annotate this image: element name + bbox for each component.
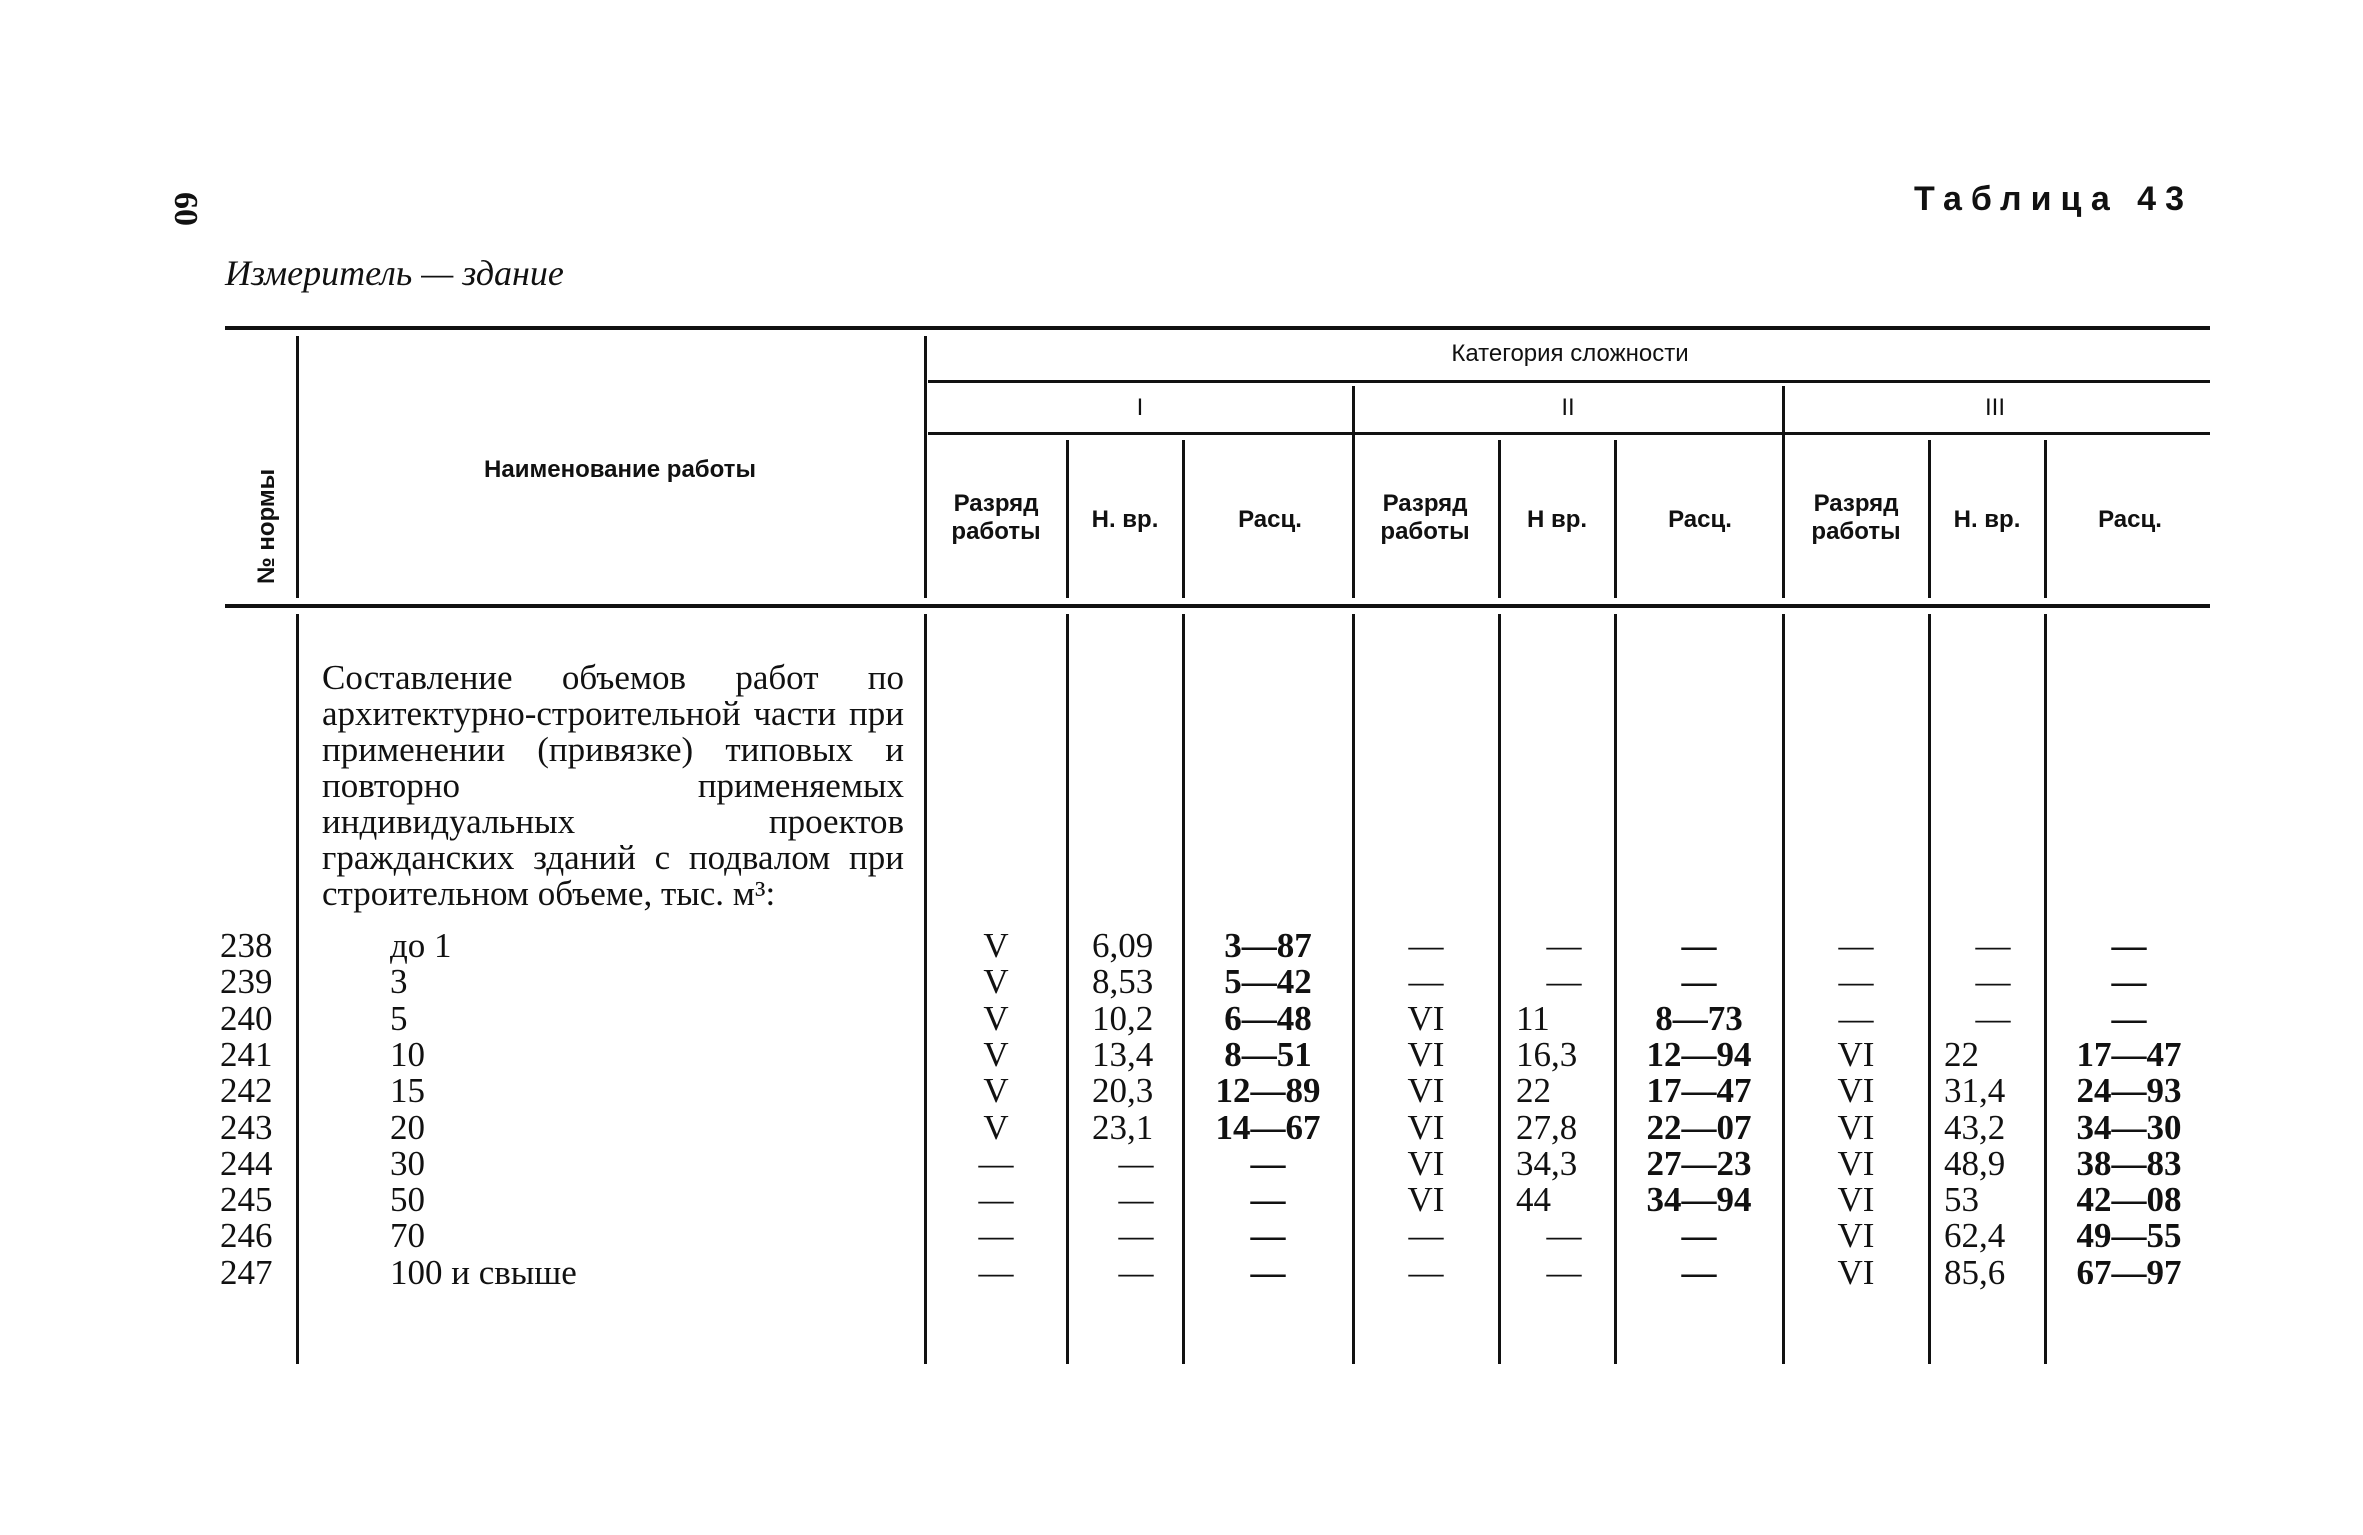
rank-cell: — [978, 1180, 1014, 1220]
time-norm-cell: 13,4 [1092, 1034, 1154, 1074]
norm-number: 246 [220, 1216, 273, 1256]
rank-cell: — [1838, 926, 1874, 965]
group-divider-1 [1352, 386, 1355, 598]
rate-cell: 67—97 [2076, 1252, 2182, 1292]
group-label-2: II [1561, 394, 1575, 421]
time-norm-cell: 11 [1516, 998, 1550, 1038]
time-norm-cell: — [1546, 926, 1582, 965]
table-title: Таблица 43 [1914, 180, 2193, 218]
rate-cell: — [1250, 1143, 1286, 1183]
time-norm-cell: 16,3 [1516, 1034, 1578, 1074]
time-norm-cell: 43,2 [1944, 1107, 2006, 1147]
time-norm-cell: 23,1 [1092, 1107, 1154, 1147]
body-divider [1498, 614, 1501, 1364]
body-divider [1066, 614, 1069, 1364]
rate-cell: — [2111, 998, 2147, 1038]
rate-cell: 34—94 [1646, 1180, 1752, 1220]
body-divider [2044, 614, 2047, 1364]
time-norm-cell: — [1118, 1216, 1154, 1256]
time-norm-cell: — [1118, 1252, 1154, 1292]
rate-cell: — [1681, 962, 1717, 1002]
volume-label: 15 [390, 1071, 425, 1111]
time-norm-cell: 10,2 [1092, 998, 1154, 1038]
time-norm-cell: 53 [1944, 1180, 1979, 1220]
rate-cell: 22—07 [1646, 1107, 1752, 1147]
rate-cell: — [2111, 926, 2147, 965]
time-norm-cell: 34,3 [1516, 1143, 1578, 1183]
norm-number: 240 [220, 998, 273, 1038]
norm-number: 243 [220, 1107, 273, 1147]
body-divider [1352, 614, 1355, 1364]
norm-number: 244 [220, 1143, 273, 1183]
rank-cell: — [1408, 1216, 1444, 1256]
rate-cell: 24—93 [2076, 1071, 2182, 1111]
table-top-rule [225, 326, 2210, 330]
rank-cell: V [983, 962, 1009, 1002]
time-header: Н вр. [1526, 506, 1588, 533]
time-header: Н. вр. [1091, 506, 1159, 533]
rank-cell: V [983, 926, 1009, 965]
rate-cell: — [1250, 1252, 1286, 1292]
rate-cell: 17—47 [2076, 1034, 2182, 1074]
volume-label: 50 [390, 1180, 425, 1220]
volume-label: 70 [390, 1216, 425, 1256]
rate-cell: 38—83 [2076, 1143, 2182, 1183]
time-norm-cell: 48,9 [1944, 1143, 2006, 1183]
time-norm-cell: — [1118, 1143, 1154, 1183]
group-label-1: I [1136, 394, 1144, 421]
volume-label: до 1 [390, 926, 452, 965]
rank-cell: VI [1407, 1071, 1445, 1111]
rate-cell: — [1681, 1216, 1717, 1256]
rank-cell: VI [1407, 998, 1445, 1038]
rate-cell: 42—08 [2076, 1180, 2182, 1220]
rank-cell: — [1408, 1252, 1444, 1292]
rate-cell: 6—48 [1224, 998, 1312, 1038]
volume-label: 100 и свыше [390, 1252, 577, 1292]
time-norm-cell: 6,09 [1092, 926, 1154, 965]
group-rule [928, 432, 2210, 435]
time-norm-cell: 22 [1944, 1034, 1979, 1074]
rank-cell: VI [1837, 1252, 1875, 1292]
rate-cell: 12—89 [1215, 1071, 1321, 1111]
rank-cell: V [983, 1107, 1009, 1147]
volume-label: 5 [390, 998, 408, 1038]
rank-cell: VI [1837, 1071, 1875, 1111]
time-norm-cell: 20,3 [1092, 1071, 1154, 1111]
group-label-3: III [1984, 394, 2005, 421]
rank-cell: VI [1407, 1180, 1445, 1220]
time-header: Н. вр. [1953, 506, 2021, 533]
rate-cell: 34—30 [2076, 1107, 2182, 1147]
volume-label: 20 [390, 1107, 425, 1147]
body-divider [924, 614, 927, 1364]
rank-cell: — [1838, 998, 1874, 1038]
rank-cell: V [983, 1034, 1009, 1074]
time-norm-cell: 31,4 [1944, 1071, 2006, 1111]
rank-cell: VI [1837, 1216, 1875, 1256]
norm-number: 241 [220, 1034, 273, 1074]
rate-cell: 8—51 [1224, 1034, 1312, 1074]
rate-cell: — [1250, 1180, 1286, 1220]
rank-header: Разряд работы [951, 490, 1041, 545]
time-norm-cell: — [1975, 926, 2011, 965]
time-norm-cell: — [1975, 962, 2011, 1002]
category-rule [928, 380, 2210, 383]
rank-cell: VI [1837, 1107, 1875, 1147]
time-norm-cell: 8,53 [1092, 962, 1154, 1002]
norm-number: 245 [220, 1180, 273, 1220]
body-divider [1614, 614, 1617, 1364]
rank-cell: VI [1407, 1143, 1445, 1183]
sub-divider [2044, 440, 2047, 598]
rate-cell: 14—67 [1215, 1107, 1321, 1147]
time-norm-cell: — [1975, 998, 2011, 1038]
rate-cell: 8—73 [1655, 998, 1743, 1038]
rate-cell: 27—23 [1646, 1143, 1752, 1183]
time-norm-cell: — [1546, 1252, 1582, 1292]
volume-label: 3 [390, 962, 408, 1002]
rank-cell: — [978, 1216, 1014, 1256]
sub-divider [1498, 440, 1501, 598]
volume-label: 30 [390, 1143, 425, 1183]
time-norm-cell: 27,8 [1516, 1107, 1578, 1147]
sub-divider [1928, 440, 1931, 598]
rank-cell: VI [1837, 1180, 1875, 1220]
rank-cell: — [1838, 962, 1874, 1002]
rate-cell: — [1681, 1252, 1717, 1292]
rate-header: Расц. [2098, 506, 2162, 533]
rank-cell: VI [1837, 1143, 1875, 1183]
rank-cell: — [978, 1143, 1014, 1183]
work-name-header: Наименование работы [484, 456, 756, 483]
time-norm-cell: 22 [1516, 1071, 1551, 1111]
rank-cell: V [983, 1071, 1009, 1111]
body-divider [1182, 614, 1185, 1364]
time-norm-cell: 62,4 [1944, 1216, 2006, 1256]
rate-cell: 12—94 [1646, 1034, 1752, 1074]
rank-cell: VI [1407, 1107, 1445, 1147]
rank-header: Разряд работы [1811, 490, 1901, 545]
time-norm-cell: — [1546, 1216, 1582, 1256]
category-header: Категория сложности [1451, 340, 1689, 367]
body-divider [1782, 614, 1785, 1364]
rate-cell: 3—87 [1224, 926, 1312, 965]
rank-header: Разряд работы [1380, 490, 1470, 545]
sub-divider [1066, 440, 1069, 598]
rank-cell: — [1408, 962, 1444, 1002]
rate-cell: — [2111, 962, 2147, 1002]
norm-number-header: № нормы [253, 468, 280, 584]
rate-cell: 5—42 [1224, 962, 1312, 1002]
measurer-caption: Измеритель — здание [225, 253, 564, 293]
norm-number: 238 [220, 926, 273, 965]
volume-label: 10 [390, 1034, 425, 1074]
rank-cell: VI [1837, 1034, 1875, 1074]
col-divider-name [924, 336, 927, 598]
rate-header: Расц. [1238, 506, 1302, 533]
rank-cell: — [978, 1252, 1014, 1292]
rank-cell: VI [1407, 1034, 1445, 1074]
rate-header: Расц. [1668, 506, 1732, 533]
header-bottom-rule [225, 604, 2210, 608]
rate-cell: — [1250, 1216, 1286, 1256]
norm-number: 239 [220, 962, 273, 1002]
body-divider [1928, 614, 1931, 1364]
rank-cell: V [983, 998, 1009, 1038]
col-divider-no [296, 336, 299, 598]
time-norm-cell: — [1546, 962, 1582, 1002]
rank-cell: — [1408, 926, 1444, 965]
sub-divider [1614, 440, 1617, 598]
group-divider-2 [1782, 386, 1785, 598]
sub-divider [1182, 440, 1185, 598]
time-norm-cell: 44 [1516, 1180, 1551, 1220]
page-number: 60 [167, 192, 204, 226]
time-norm-cell: 85,6 [1944, 1252, 2006, 1292]
time-norm-cell: — [1118, 1180, 1154, 1220]
rate-cell: 49—55 [2076, 1216, 2182, 1256]
work-description: Составление объемов работ по архитектурно-строительной части при применении (привязке) типовых и повторно применяемых индивидуальных проектов гражданских зданий с подвалом при строительном объеме, тыс. м³: [322, 658, 904, 913]
rate-cell: 17—47 [1646, 1071, 1752, 1111]
rate-cell: — [1681, 926, 1717, 965]
norm-number: 247 [220, 1252, 273, 1292]
norm-number: 242 [220, 1071, 273, 1111]
